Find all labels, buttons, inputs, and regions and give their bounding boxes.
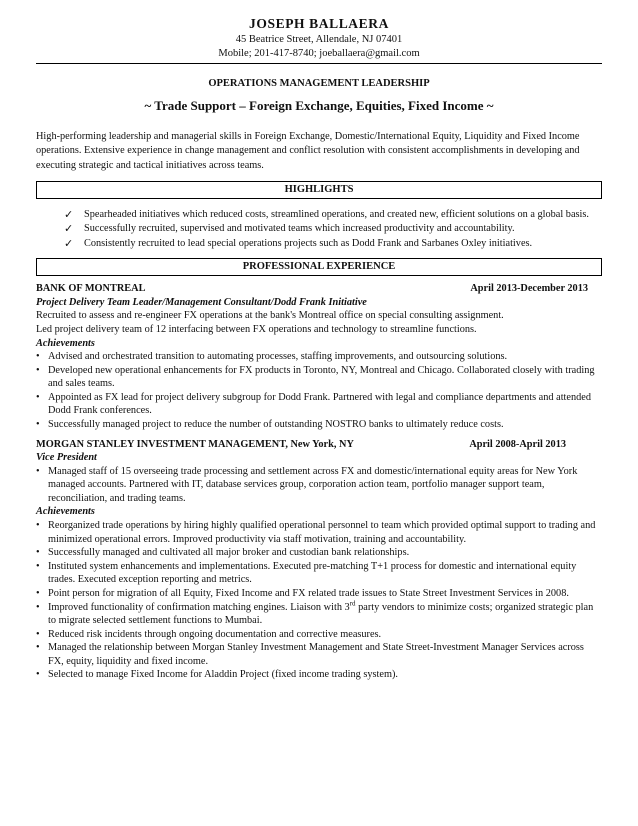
list-item: • Successfully managed project to reduce the number of outstanding NOSTRO banks to ultimately reduce costs. xyxy=(36,419,504,431)
job-title: Vice President xyxy=(36,452,97,464)
achievements-label: Achievements xyxy=(36,337,95,349)
list-item: • Selected to manage Fixed Income for Aladdin Project (fixed income trading system). xyxy=(36,669,398,681)
job-title: Project Delivery Team Leader/Management Consultant/Dodd Frank Initiative xyxy=(36,296,367,308)
experience-heading: PROFESSIONAL EXPERIENCE xyxy=(36,258,602,276)
list-item: • Managed the relationship between Morgan Stanley Investment Management and State Street-Investment Manager Services across FX, equity, liquidity and fixed income. xyxy=(36,642,584,667)
objective-heading: OPERATIONS MANAGEMENT LEADERSHIP xyxy=(208,78,430,90)
company-name: BANK OF MONTREAL xyxy=(36,283,146,295)
bullet-icon: • xyxy=(36,465,40,477)
highlights-heading: HIGHLIGHTS xyxy=(36,181,602,199)
job-dates: April 2008-April 2013 xyxy=(469,438,566,450)
list-item: • Instituted system enhancements and implementations. Executed pre-matching T+1 process for domestic and international equity trades. Executed exception reporting and metrics. xyxy=(36,560,577,586)
bullet-icon: • xyxy=(36,628,40,640)
list-item: • Point person for migration of all Equity, Fixed Income and FX related trade issues to State Street Investment Services in 2008. xyxy=(36,587,569,599)
contact-line: Mobile; 201-417-8740; joeballaera@gmail.com xyxy=(218,47,420,59)
job-bank-of-montreal xyxy=(36,282,602,431)
company-name: MORGAN STANLEY INVESTMENT MANAGEMENT, New York, NY xyxy=(36,438,354,450)
bullet-icon: • xyxy=(36,560,40,572)
list-item: • Appointed as FX lead for project delivery subgroup for Dodd Frank. Partnered with legal and compliance departments and attended Dodd Frank conferences. xyxy=(36,391,591,417)
highlight-item: ✓ Consistently recruited to lead special operations projects such as Dodd Frank and Sarbanes Oxley initiatives. xyxy=(64,236,533,250)
job-header xyxy=(36,282,602,296)
objective-tagline: ~ Trade Support – Foreign Exchange, Equities, Fixed Income ~ xyxy=(144,98,494,114)
job-header xyxy=(36,438,602,452)
summary-paragraph: High-performing leadership and managerial skills in Foreign Exchange, Domestic/International Equity, Liquidity and Fixed Income operations. Extensive experience in change management and conflict resolution with consistent accomplishments in developing and executing strategic and tactical initiatives across teams. xyxy=(36,131,580,171)
highlight-item: ✓ Spearheaded initiatives which reduced costs, streamlined operations, and created new, efficient solutions on a global basis. xyxy=(64,207,589,221)
duties-list xyxy=(36,465,602,506)
job-dates: April 2013-December 2013 xyxy=(470,283,588,295)
bullet-icon: • xyxy=(36,391,40,403)
bullet-icon: • xyxy=(36,587,40,599)
bullet-icon: • xyxy=(36,547,40,559)
list-item: • Managed staff of 15 overseeing trade processing and settlement across FX and domestic/international equity areas for New York managed accounts. Partnered with IT, database services group, corporation action team, portfolio manager support team, reconciliation, and trading teams. xyxy=(36,465,578,504)
bullet-icon: • xyxy=(36,642,40,654)
checkmark-icon: ✓ xyxy=(64,236,74,250)
job-description-line: Led project delivery team of 12 interfacing between FX operations and technology to streamline functions. xyxy=(36,323,477,335)
list-item: • Developed new operational enhancements for FX products in Toronto, NY, Montreal and Chicago. Collaborated closely with trading and sales teams. xyxy=(36,364,595,390)
list-item: • Reorganized trade operations by hiring highly qualified operational personnel to team which provided optimal support to trading and minimized operational errors. Improved productivity via staff motivation, training and accountability. xyxy=(36,520,596,545)
checkmark-icon: ✓ xyxy=(64,222,74,236)
highlight-item: ✓ Successfully recruited, supervised and motivated teams which increased productivity and accountability. xyxy=(64,222,515,236)
job-morgan-stanley xyxy=(36,438,602,682)
achievements-label: Achievements xyxy=(36,506,95,518)
bullet-icon: • xyxy=(36,669,40,681)
bullet-icon: • xyxy=(36,351,40,363)
checkmark-icon: ✓ xyxy=(64,207,74,221)
list-item: • Advised and orchestrated transition to automating processes, staffing improvements, and outsourcing solutions. xyxy=(36,351,508,363)
bullet-icon: • xyxy=(36,364,40,376)
achievements-list xyxy=(36,350,602,431)
bullet-icon: • xyxy=(36,520,40,532)
address-line: 45 Beatrice Street, Allendale, NJ 07401 xyxy=(235,33,403,45)
list-item: • Reduced risk incidents through ongoing documentation and corrective measures. xyxy=(36,628,382,640)
bullet-icon: • xyxy=(36,419,40,431)
achievements-list xyxy=(36,519,602,682)
list-item: • Improved functionality of confirmation matching engines. Liaison with 3rd party vendors to minimize costs; organized strategic plan to migrate selected settlement functions to Mumbai. xyxy=(36,599,594,627)
header-divider xyxy=(36,63,602,64)
candidate-name: JOSEPH BALLAERA xyxy=(249,16,389,31)
highlights-list xyxy=(36,208,602,251)
bullet-icon: • xyxy=(36,601,40,613)
list-item: • Successfully managed and cultivated all major broker and custodian bank relationships. xyxy=(36,547,410,559)
job-description-line: Recruited to assess and re-engineer FX operations at the bank's Montreal office on special consulting assignment. xyxy=(36,310,504,322)
